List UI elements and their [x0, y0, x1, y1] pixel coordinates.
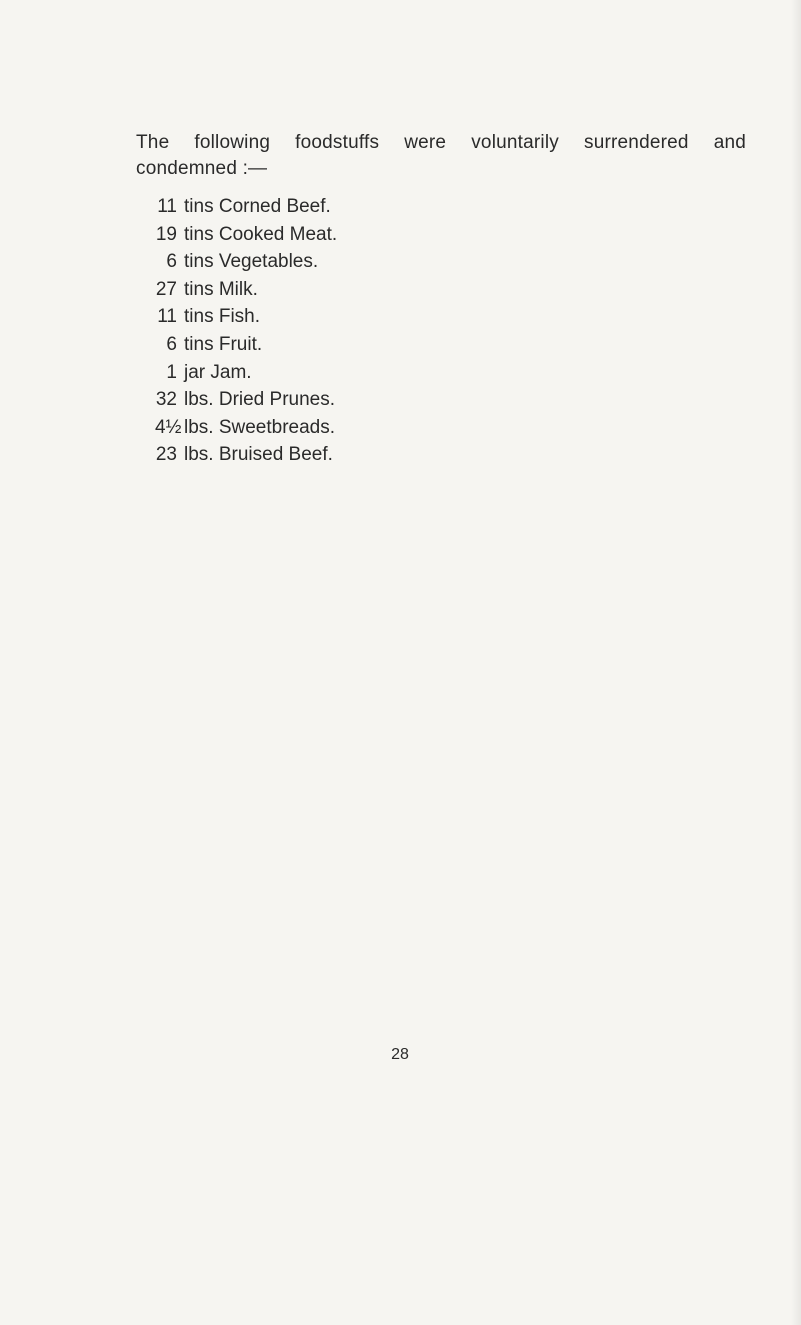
list-item: [155, 221, 337, 249]
item-quantity: 6: [166, 251, 177, 273]
item-description: lbs. Bruised Beef.: [184, 444, 333, 466]
item-quantity: 27: [155, 278, 177, 300]
list-item: [155, 331, 337, 359]
item-description: lbs. Dried Prunes.: [184, 389, 336, 411]
item-quantity: 1: [166, 361, 177, 383]
item-description: tins Vegetables.: [184, 251, 319, 273]
item-description: tins Cooked Meat.: [184, 223, 338, 245]
item-description: tins Fish.: [184, 306, 261, 328]
list-item: [155, 414, 337, 442]
page-edge-shadow: [791, 0, 801, 1325]
list-item: [155, 276, 337, 304]
list-item: [155, 248, 337, 276]
item-description: tins Milk.: [184, 278, 258, 300]
item-quantity: 11: [157, 306, 177, 328]
item-quantity: 19: [155, 223, 177, 245]
item-description: tins Fruit.: [184, 333, 263, 355]
intro-line-2: condemned :—: [136, 158, 268, 179]
list-item: [155, 386, 337, 414]
item-description: jar Jam.: [184, 361, 252, 383]
list-item: [155, 441, 337, 469]
item-quantity: 6: [166, 333, 177, 355]
intro-line-1: The following foodstuffs were voluntarily surrendered and: [136, 132, 746, 153]
item-quantity: 23: [155, 444, 177, 466]
item-quantity: 32: [155, 389, 177, 411]
item-quantity: 4½: [155, 416, 182, 438]
item-description: tins Corned Beef.: [184, 196, 331, 217]
item-description: lbs. Sweetbreads.: [184, 416, 336, 438]
page-number: 28: [391, 1046, 409, 1063]
list-item: [155, 193, 337, 221]
condemned-foodstuffs-list: [155, 193, 337, 469]
list-item: [155, 303, 337, 331]
intro-paragraph: [136, 130, 746, 182]
list-item: [155, 359, 337, 387]
item-quantity: 11: [157, 196, 177, 217]
